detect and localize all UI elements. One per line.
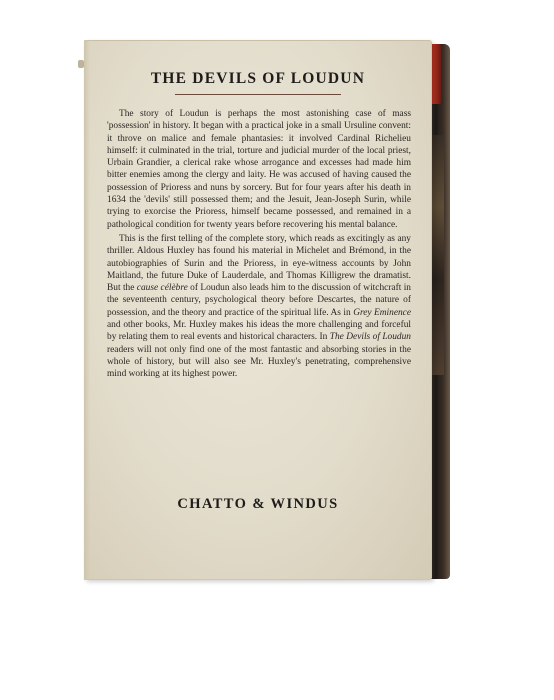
- blurb-text-segment: of Loudun also leads him to the discussion of witchcraft in the seventeenth century, psychological theory before Descartes, the nature of possession, and the theory and practice of the spiritual life. As in: [107, 283, 411, 318]
- title-rule: [175, 94, 341, 95]
- publisher-name: CHATTO & WINDUS: [177, 496, 339, 512]
- blurb-paragraph-1: The story of Loudun is perhaps the most astonishing case of mass 'possession' in history. It began with a practical joke in a small Ursuline convent: it throve on malice and female phantasies: it involved Cardinal Richelieu himself: it culminated in the trial, torture and judicial murder of the local priest, Urbain Grandier, a clerical rake whose arrogance and excesses had made him bitter enemies among the clergy and laity. He was accused of having caused the possession of Prioress and nuns by sorcery. But for four years after his death in 1634 the 'devils' still possessed them; and the Jesuit, Jean-Joseph Surin, while trying to exorcise the Prioress, himself became possessed, and remained in a pathological condition for twenty years before recovering his mental balance.: [107, 109, 411, 230]
- blurb-text-segment: This is the first telling of the complete story, which reads as excitingly as any thriller. Aldous Huxley has found his material in Michelet and Brémond, in the autobiographies of Surin and the Prioress, in eye-witness accounts by John Maitland, the future Duke of Lauderdale, and Thomas Killigrew the dramatist. But the: [107, 233, 411, 294]
- jacket-tear: [78, 60, 84, 68]
- blurb-text-segment: and other books, Mr. Huxley makes his ideas the more challenging and forceful by relating them to real events and historical characters. In: [107, 320, 411, 343]
- spine-lettering-shadow: [430, 135, 444, 375]
- blurb-italic-cause-celebre: cause célèbre: [136, 283, 188, 294]
- blurb-paragraph-2: [107, 233, 411, 381]
- blurb-text-segment: readers will not only find one of the most fantastic and absorbing stories in the whole of history, but will also see Mr. Huxley's penetrating, comprehensive mind working at its highest power.: [107, 344, 411, 380]
- blurb-italic-grey-eminence: Grey Eminence: [353, 307, 412, 318]
- book-title: THE DEVILS OF LOUDUN: [150, 70, 366, 87]
- blurb-italic-book-title: The Devils of Loudun: [329, 332, 411, 343]
- blurb-text: [107, 108, 411, 381]
